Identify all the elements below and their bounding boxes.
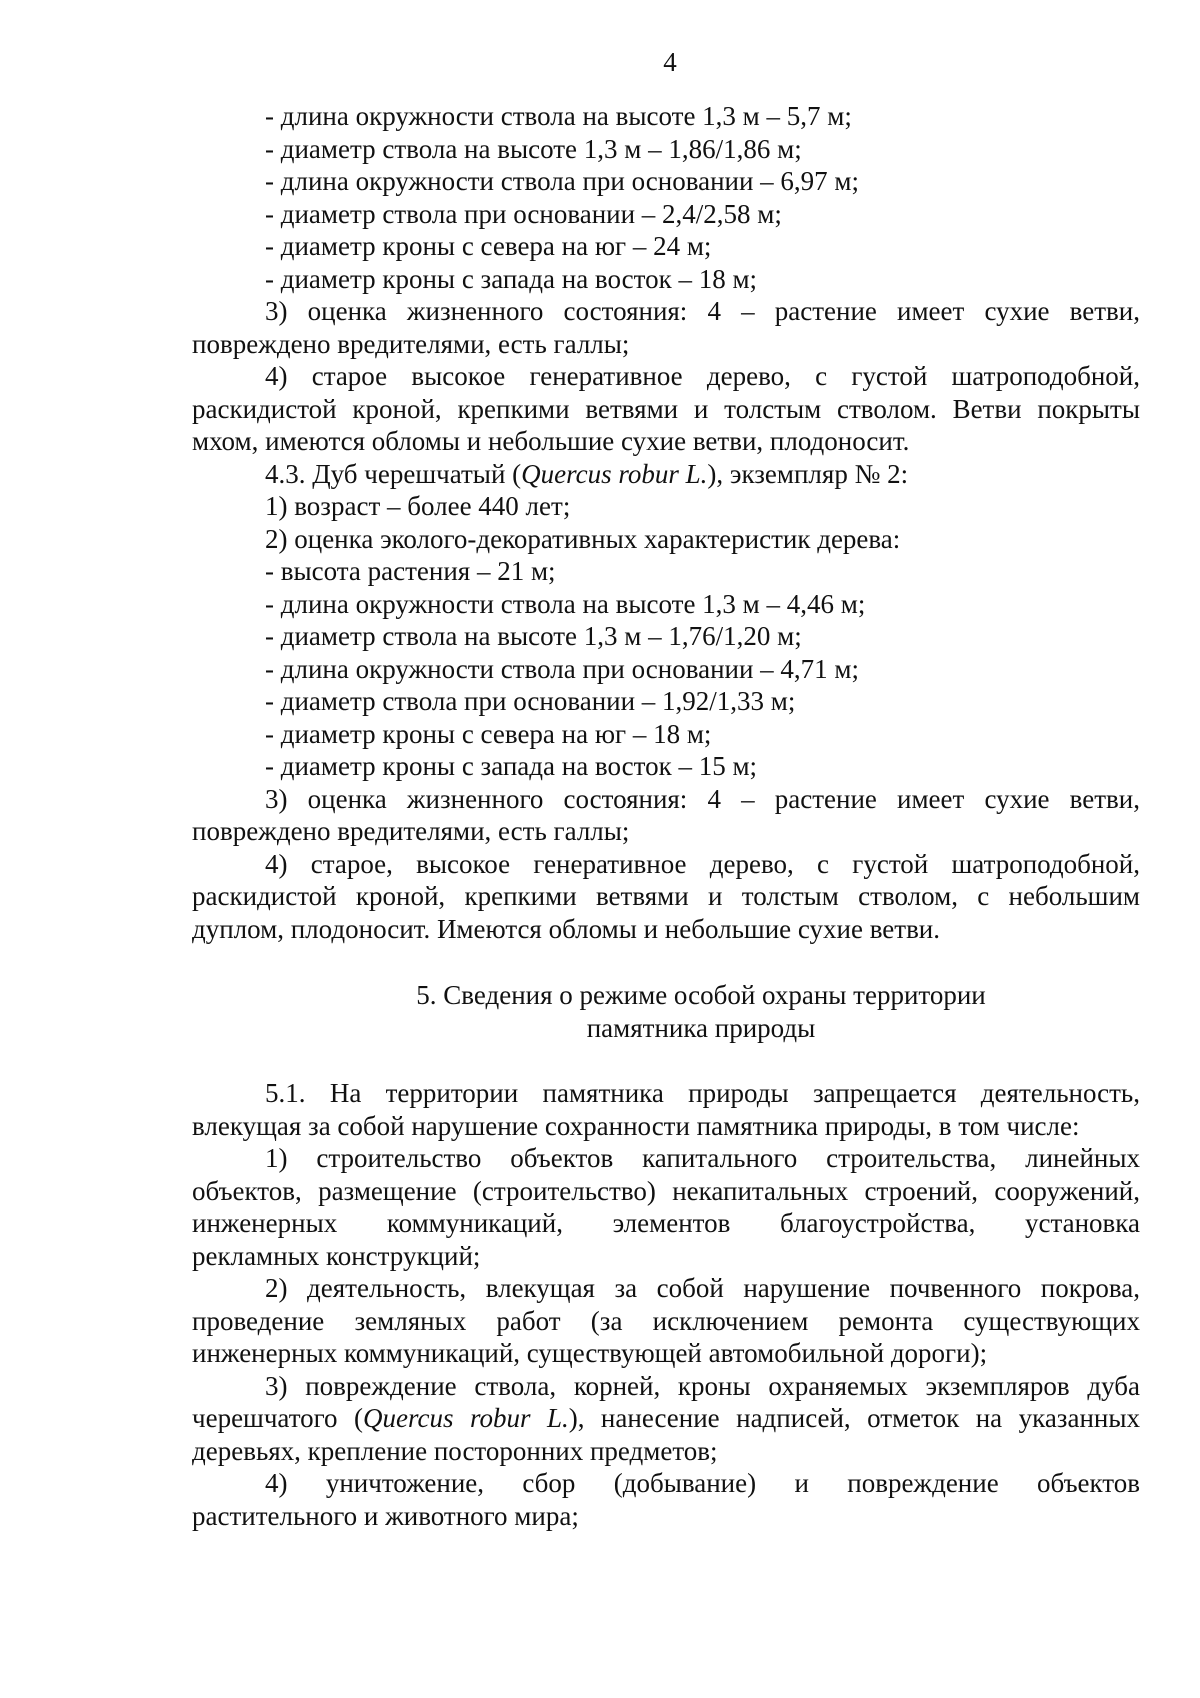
list-item-line: инженерных коммуникаций, существующей автомобильной дороги); [192, 1338, 988, 1368]
condition-line: 3) оценка жизненного состояния: 4 – растение имеет сухие ветви, [265, 783, 1140, 814]
spacer [192, 945, 1140, 979]
param-line: - диаметр ствола при основании – 1,92/1,33 м; [265, 686, 796, 716]
param-line: - диаметр ствола на высоте 1,3 м – 1,86/1,86 м; [265, 133, 802, 164]
param-line: - диаметр ствола при основании – 2,4/2,58 м; [265, 198, 782, 229]
tree2-header [192, 458, 1140, 491]
condition-line: повреждено вредителями, есть галлы; [192, 328, 630, 359]
list-item-line: 3) повреждение ствола, корней, кроны охраняемых экземпляров дуба [265, 1370, 1140, 1401]
param-line: - диаметр кроны с севера на юг – 18 м; [265, 718, 712, 749]
page-number: 4 [663, 47, 677, 77]
list-item-line: растительного и животного мира; [192, 1500, 579, 1531]
spacer [192, 1044, 1140, 1077]
list-item-line: деревьях, крепление посторонних предметов; [192, 1435, 718, 1466]
param-line: - длина окружности ствола при основании – 4,71 м; [265, 653, 860, 684]
list-item-line: проведение земляных работ (за исключением ремонта существующих [192, 1305, 1140, 1336]
condition-line: повреждено вредителями, есть галлы; [192, 816, 630, 846]
list-item-line: 1) строительство объектов капитального строительства, линейных [265, 1143, 1140, 1173]
param-line: - длина окружности ствола на высоте 1,3 м – 5,7 м; [265, 101, 852, 131]
paragraph-line: 5.1. На территории памятника природы запрещается деятельность, [265, 1078, 1140, 1108]
description-line: мхом, имеются обломы и небольшие сухие ветви, плодоносит. [192, 426, 910, 456]
list-item-line: рекламных конструкций; [192, 1240, 481, 1271]
latin-name: Quercus robur L. [363, 1403, 569, 1433]
param-line: - диаметр кроны с запада на восток – 15 м; [265, 751, 758, 781]
description-line: раскидистой кроной, крепкими ветвями и толстым стволом. Ветви покрыты [192, 393, 1140, 424]
param-line: - длина окружности ствола при основании – 6,97 м; [265, 166, 860, 196]
condition-line: 3) оценка жизненного состояния: 4 – растение имеет сухие ветви, [265, 296, 1140, 326]
list-item-line: инженерных коммуникаций, элементов благоустройства, установка [192, 1208, 1140, 1238]
document-body [192, 100, 1140, 1532]
param-line: - диаметр кроны с запада на восток – 18 м; [265, 263, 758, 294]
param-line: - высота растения – 21 м; [265, 556, 556, 586]
eval-title: 2) оценка эколого-декоративных характеристик дерева: [265, 523, 901, 554]
tree2-header-prefix: 4.3. Дуб черешчатый ( [265, 458, 522, 489]
age-line: 1) возраст – более 440 лет; [265, 491, 571, 521]
list-item-prefix: черешчатого ( [192, 1403, 364, 1433]
param-line: - диаметр ствола на высоте 1,3 м – 1,76/1,20 м; [265, 621, 802, 651]
description-line: 4) старое высокое генеративное дерево, с густой шатроподобной, [265, 361, 1140, 391]
tree2-header-suffix: ), экземпляр № 2: [707, 458, 909, 489]
latin-name: Quercus robur L. [521, 458, 708, 489]
list-item-suffix: ), нанесение надписей, отметок на указанных [568, 1403, 1140, 1433]
description-line: раскидистой кроной, крепкими ветвями и толстым стволом, с небольшим [192, 881, 1140, 911]
description-line: 4) старое, высокое генеративное дерево, с густой шатроподобной, [265, 848, 1140, 879]
list-item-line: объектов, размещение (строительство) некапитальных строений, сооружений, [192, 1175, 1140, 1206]
param-line: - диаметр кроны с севера на юг – 24 м; [265, 231, 712, 261]
list-item-line: 4) уничтожение, сбор (добывание) и повреждение объектов [265, 1468, 1140, 1498]
paragraph-line: влекущая за собой нарушение сохранности памятника природы, в том числе: [192, 1110, 1080, 1141]
section-heading: памятника природы [586, 1012, 816, 1043]
section-heading: 5. Сведения о режиме особой охраны территории [416, 980, 986, 1010]
description-line: дуплом, плодоносит. Имеются обломы и небольшие сухие ветви. [192, 913, 941, 944]
list-item-line: 2) деятельность, влекущая за собой нарушение почвенного покрова, [265, 1273, 1140, 1303]
param-line: - длина окружности ствола на высоте 1,3 м – 4,46 м; [265, 588, 866, 619]
list-item-line [192, 1402, 1140, 1435]
